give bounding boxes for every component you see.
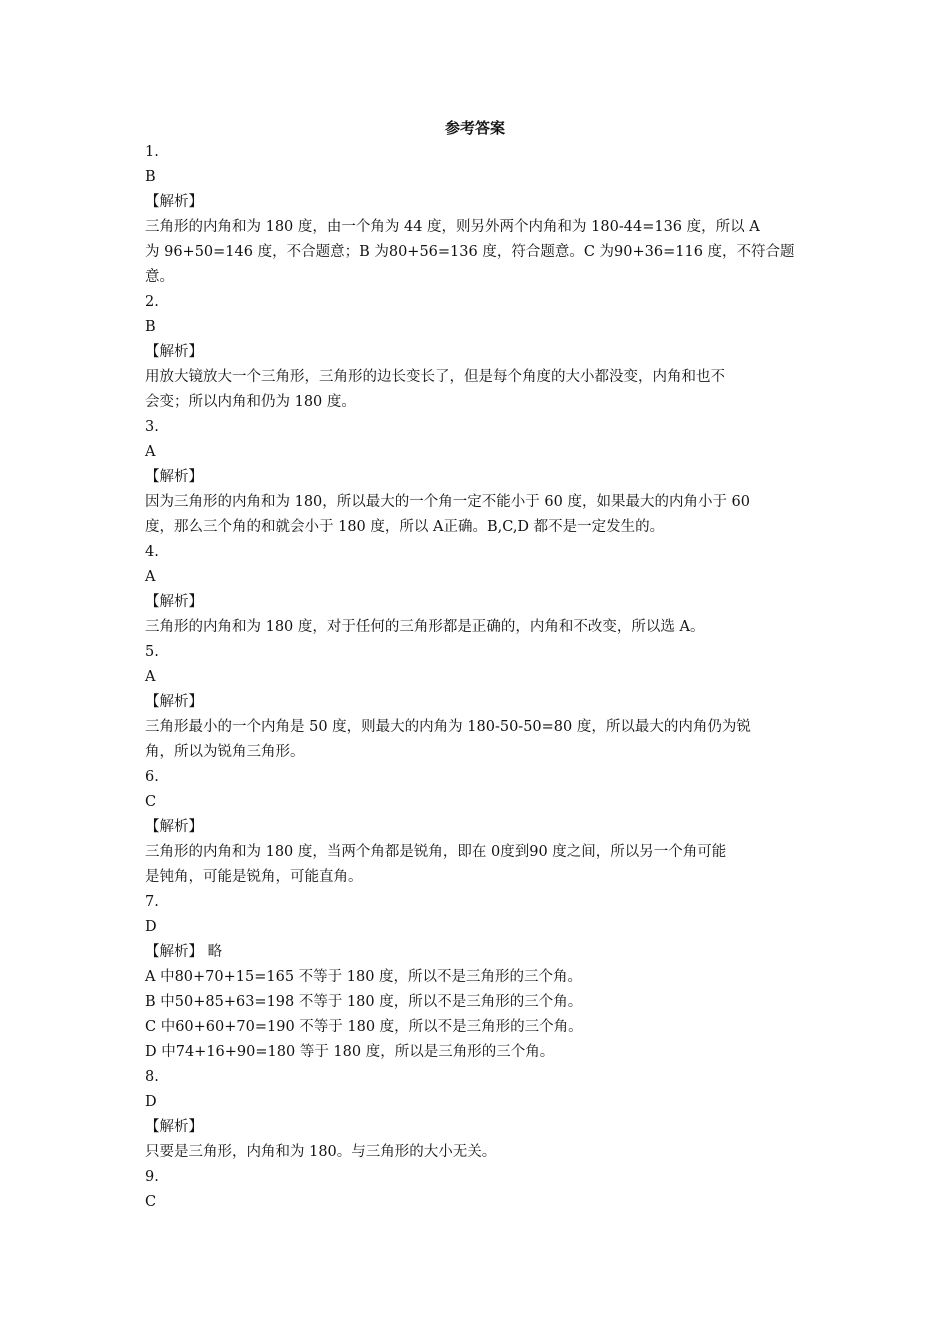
answer-item [145,290,810,415]
analysis-text-line: 会变；所以内角和仍为 180 度。 [145,394,356,410]
analysis-label: 【解析】 [145,594,203,610]
answer-choice: D [145,919,157,935]
analysis-text-line: 三角形的内角和为 180 度，当两个角都是锐角，即在 0度到90 度之间，所以另一个角可能 [145,844,727,860]
analysis-label: 【解析】 [145,344,203,360]
answer-choice: D [145,1094,157,1110]
question-number: 8. [145,1069,159,1085]
question-number: 7. [145,894,159,910]
analysis-label: 【解析】 [145,1119,203,1135]
question-number: 4. [145,544,159,560]
answer-item [145,890,810,1065]
question-number: 2. [145,294,159,310]
analysis-text-line: A 中80+70+15=165 不等于 180 度，所以不是三角形的三个角。 [145,969,583,985]
answer-choice: B [145,169,156,185]
answer-item [145,140,810,290]
answer-list [145,140,810,1215]
analysis-label: 【解析】 [145,469,203,485]
analysis-label: 【解析】 [145,194,203,210]
answer-choice: A [145,669,156,685]
answer-choice: A [145,569,156,585]
question-number: 1. [145,144,159,160]
page-title: 参考答案 [444,119,505,137]
analysis-text-line: D 中74+16+90=180 等于 180 度，所以是三角形的三个角。 [145,1044,555,1060]
analysis-text-line: 角，所以为锐角三角形。 [145,744,305,760]
analysis-text-line: 用放大镜放大一个三角形，三角形的边长变长了，但是每个角度的大小都没变，内角和也不 [145,369,725,385]
answer-item [145,415,810,540]
answer-choice: C [145,1194,157,1210]
answer-item [145,1065,810,1165]
answer-item [145,1165,810,1215]
analysis-label: 【解析】 [145,819,203,835]
analysis-text-line: 意。 [145,269,174,285]
analysis-text-line: 三角形的内角和为 180 度，对于任何的三角形都是正确的，内角和不改变，所以选 A。 [145,619,705,635]
question-number: 3. [145,419,159,435]
answer-item [145,765,810,890]
answer-choice: C [145,794,157,810]
question-number: 5. [145,644,159,660]
analysis-text-line: 三角形的内角和为 180 度，由一个角为 44 度，则另外两个内角和为 180-44=136 度，所以 A [145,219,760,235]
analysis-text-line: 为 96+50=146 度，不合题意；B 为80+56=136 度，符合题意。C 为90+36=116 度，不符合题 [145,244,795,260]
answer-item [145,640,810,765]
analysis-text-line: 因为三角形的内角和为 180，所以最大的一个角一定不能小于 60 度，如果最大的内角小于 60 [145,494,751,510]
analysis-text-line: 只要是三角形，内角和为 180。与三角形的大小无关。 [145,1144,497,1160]
analysis-label: 【解析】 [145,694,203,710]
analysis-text-line: 度，那么三个角的和就会小于 180 度，所以 A正确。B,C,D 都不是一定发生的。 [145,519,665,535]
analysis-text-line: B 中50+85+63=198 不等于 180 度，所以不是三角形的三个角。 [145,994,583,1010]
analysis-text-line: 三角形最小的一个内角是 50 度，则最大的内角为 180-50-50=80 度，所以最大的内角仍为锐 [145,719,751,735]
question-number: 9. [145,1169,159,1185]
analysis-text-line: 是钝角，可能是锐角，可能直角。 [145,869,363,885]
question-number: 6. [145,769,159,785]
answer-choice: B [145,319,156,335]
analysis-label: 【解析】 略 [145,944,223,960]
analysis-text-line: C 中60+60+70=190 不等于 180 度，所以不是三角形的三个角。 [145,1019,583,1035]
answer-choice: A [145,444,156,460]
answer-item [145,540,810,640]
